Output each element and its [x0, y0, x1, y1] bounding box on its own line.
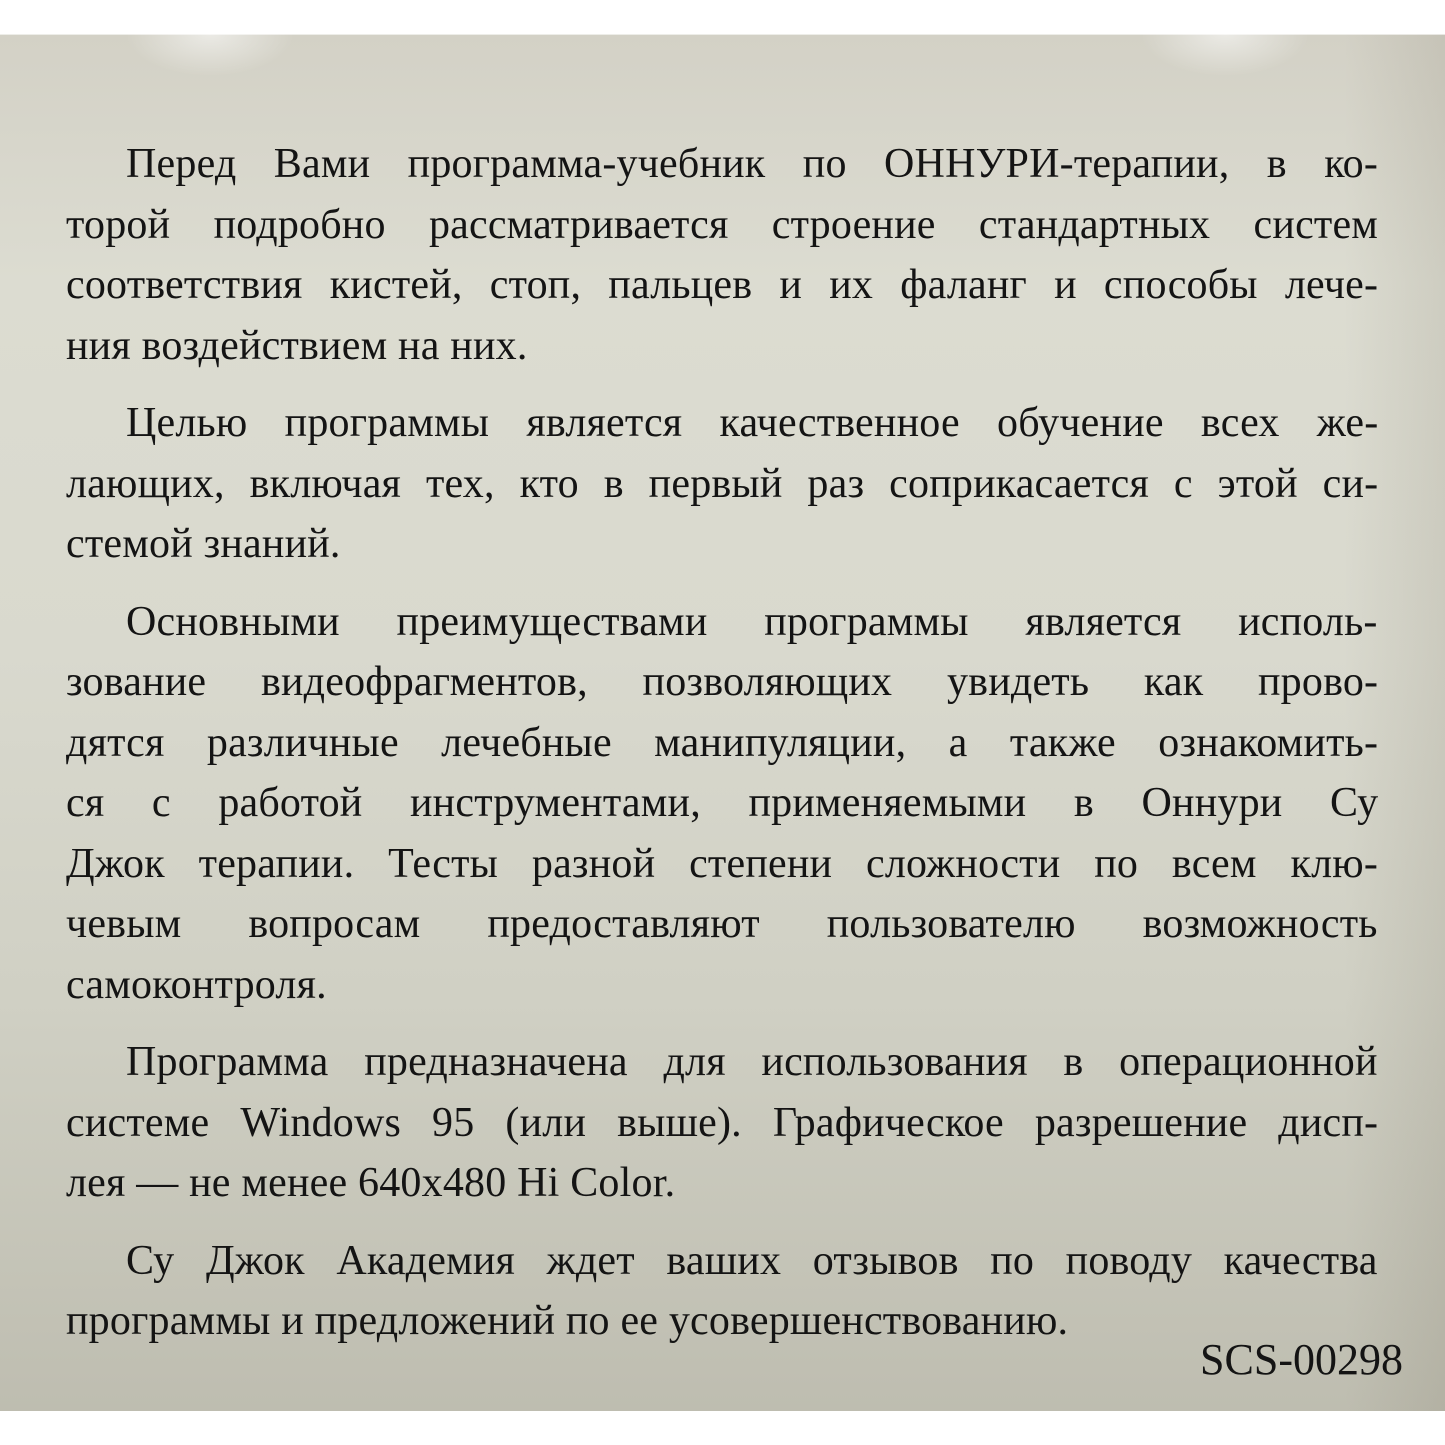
description-text: [66, 134, 1378, 1368]
text-line: лея — не менее 640x480 Hi Color.: [66, 1160, 676, 1206]
text-line: Су Джок Академия ждет ваших отзывов по поводу качества: [126, 1237, 1378, 1284]
text-line: ся с работой инструментами, применяемыми в Оннури Су: [66, 780, 1379, 826]
text-line: самоконтроля.: [66, 961, 327, 1008]
text-line: лающих, включая тех, кто в первый раз соприкасается с этой си-: [66, 460, 1379, 507]
text-line: Основными преимуществами программы является исполь-: [126, 598, 1378, 645]
paragraph-requirements: [66, 1032, 1378, 1214]
paragraph-feedback: [66, 1231, 1378, 1352]
text-line: стемой знаний.: [66, 521, 341, 567]
text-line: соответствия кистей, стоп, пальцев и их фаланг и способы лече-: [66, 262, 1379, 308]
text-line: торой подробно рассматривается строение стандартных систем: [66, 201, 1379, 248]
text-line: зование видеофрагментов, позволяющих увидеть как прово-: [66, 659, 1379, 705]
text-line: программы и предложений по ее усовершенствованию.: [66, 1298, 1069, 1344]
text-line: ния воздействием на них.: [66, 322, 528, 369]
text-line: Джок терапии. Тесты разной степени сложности по всем клю-: [66, 840, 1379, 887]
paragraph-advantages: [66, 592, 1378, 1016]
text-line: Целью программы является качественное обучение всех же-: [126, 400, 1379, 446]
printed-card: [0, 34, 1445, 1411]
text-line: системе Windows 95 (или выше). Графическое разрешение дисп-: [66, 1099, 1379, 1146]
text-line: чевым вопросам предоставляют пользователю возможность: [66, 901, 1378, 947]
text-line: Программа предназначена для использования в операционной: [126, 1039, 1378, 1085]
paragraph-goal: [66, 393, 1378, 575]
product-code: SCS-00298: [1200, 1335, 1403, 1384]
paragraph-intro: [66, 134, 1378, 376]
text-line: дятся различные лечебные манипуляции, а также ознакомить-: [66, 719, 1379, 766]
text-line: Перед Вами программа-учебник по ОННУРИ-терапии, в ко-: [126, 141, 1379, 187]
